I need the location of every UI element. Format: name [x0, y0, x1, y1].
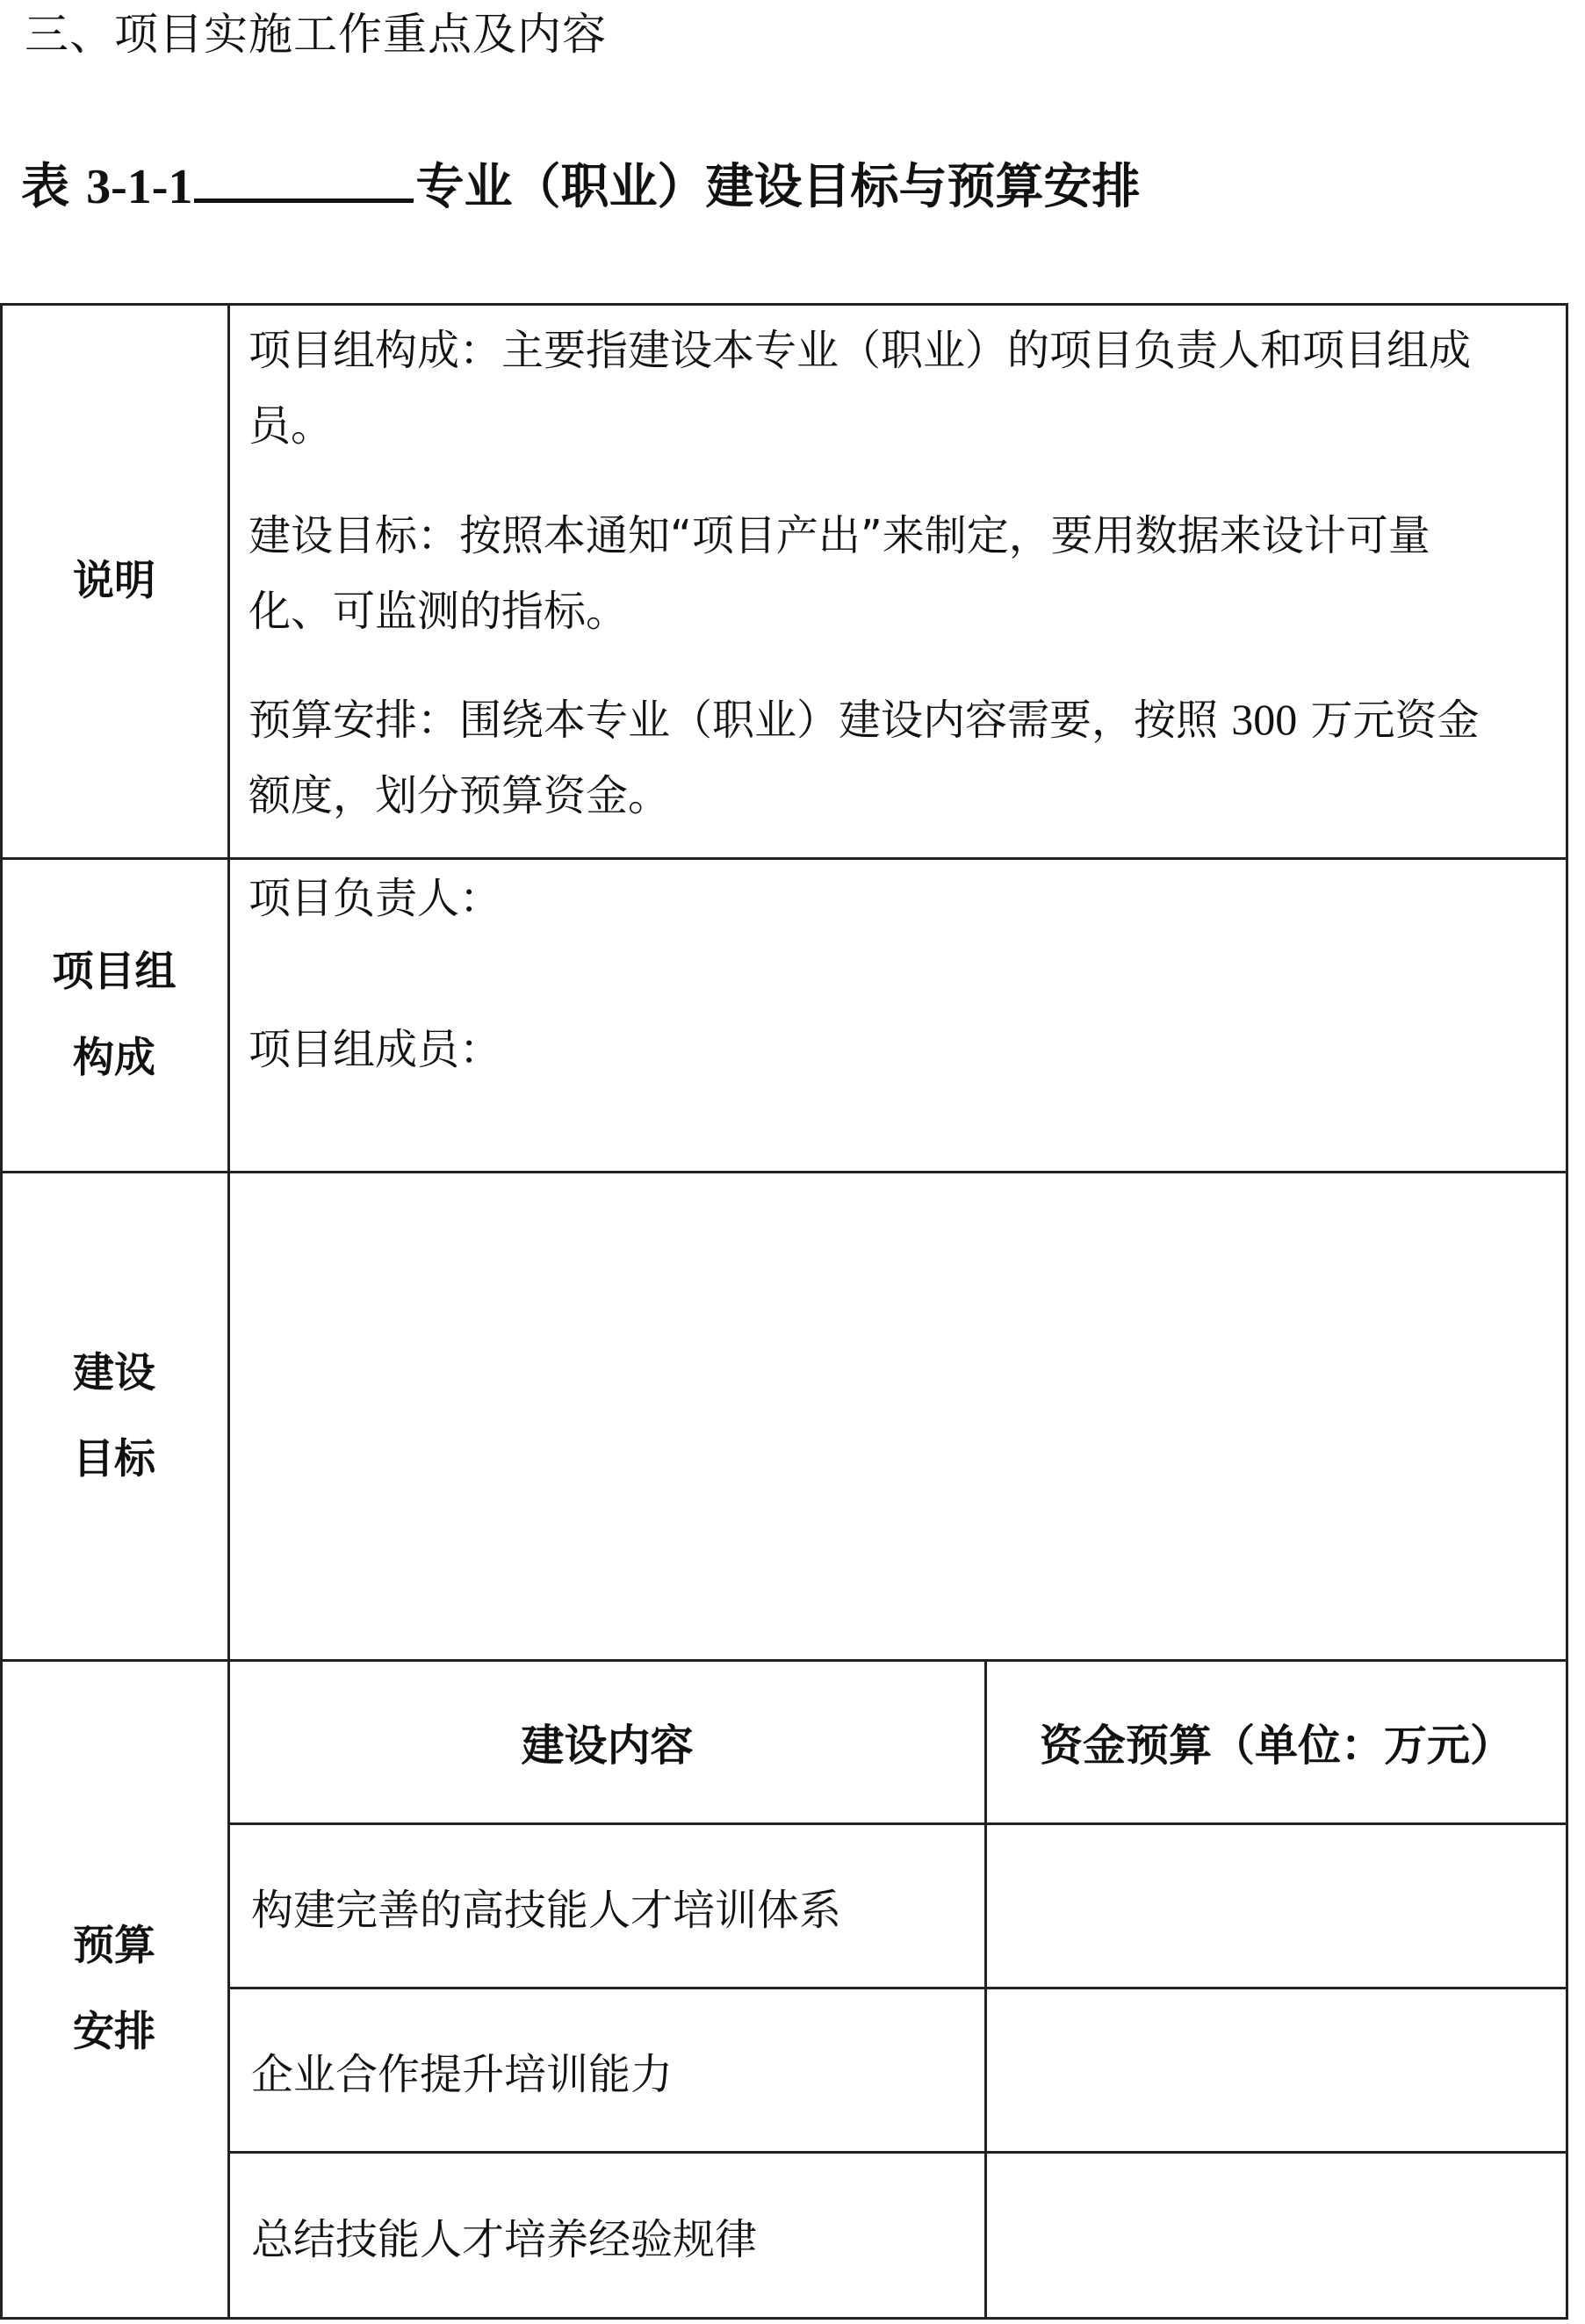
project-leader-field[interactable]: 项目负责人：	[249, 874, 502, 923]
budget-item-amount[interactable]	[987, 1989, 1566, 2151]
budget-header-amount: 资金预算（单位：万元）	[1039, 1720, 1513, 1771]
goals-content-cell[interactable]	[230, 1173, 1566, 1659]
row-label-goals: 建设 目标	[73, 1348, 155, 1483]
budget-item-amount[interactable]	[987, 1825, 1566, 1987]
table-title-prefix: 表	[21, 158, 87, 214]
budget-item-amount[interactable]	[987, 2154, 1566, 2317]
description-paragraph-team: 项目组构成：主要指建设本专业（职业）的项目负责人和项目组成 员。	[249, 326, 1472, 451]
fill-in-blank[interactable]	[194, 149, 414, 203]
description-paragraph-goals: 建设目标：按照本通知“项目产出”来制定，要用数据来设计可量 化、可监测的指标。	[249, 511, 1430, 636]
section-heading: 三、项目实施工作重点及内容	[25, 9, 607, 60]
budget-header-content: 建设内容	[521, 1720, 694, 1771]
budget-item-content: 构建完善的高技能人才培训体系	[251, 1885, 842, 1935]
description-paragraph-budget: 预算安排：围绕本专业（职业）建设内容需要，按照 300 万元资金 额度，划分预算资金。	[249, 695, 1480, 820]
budget-item-content: 总结技能人才培养经验规律	[251, 2214, 758, 2264]
row-label-description: 说明	[73, 557, 155, 605]
budget-item-content: 企业合作提升培训能力	[251, 2049, 674, 2099]
table-number: 3-1-1	[86, 160, 193, 214]
table-title-suffix: 专业（职业）建设目标与预算安排	[415, 158, 1141, 214]
team-members-field[interactable]: 项目组成员：	[249, 1025, 502, 1074]
row-divider-1	[0, 857, 1568, 860]
row-label-budget: 预算 安排	[73, 1922, 155, 2056]
table-title	[21, 149, 1140, 222]
row-label-team: 项目组 构成	[52, 948, 177, 1082]
